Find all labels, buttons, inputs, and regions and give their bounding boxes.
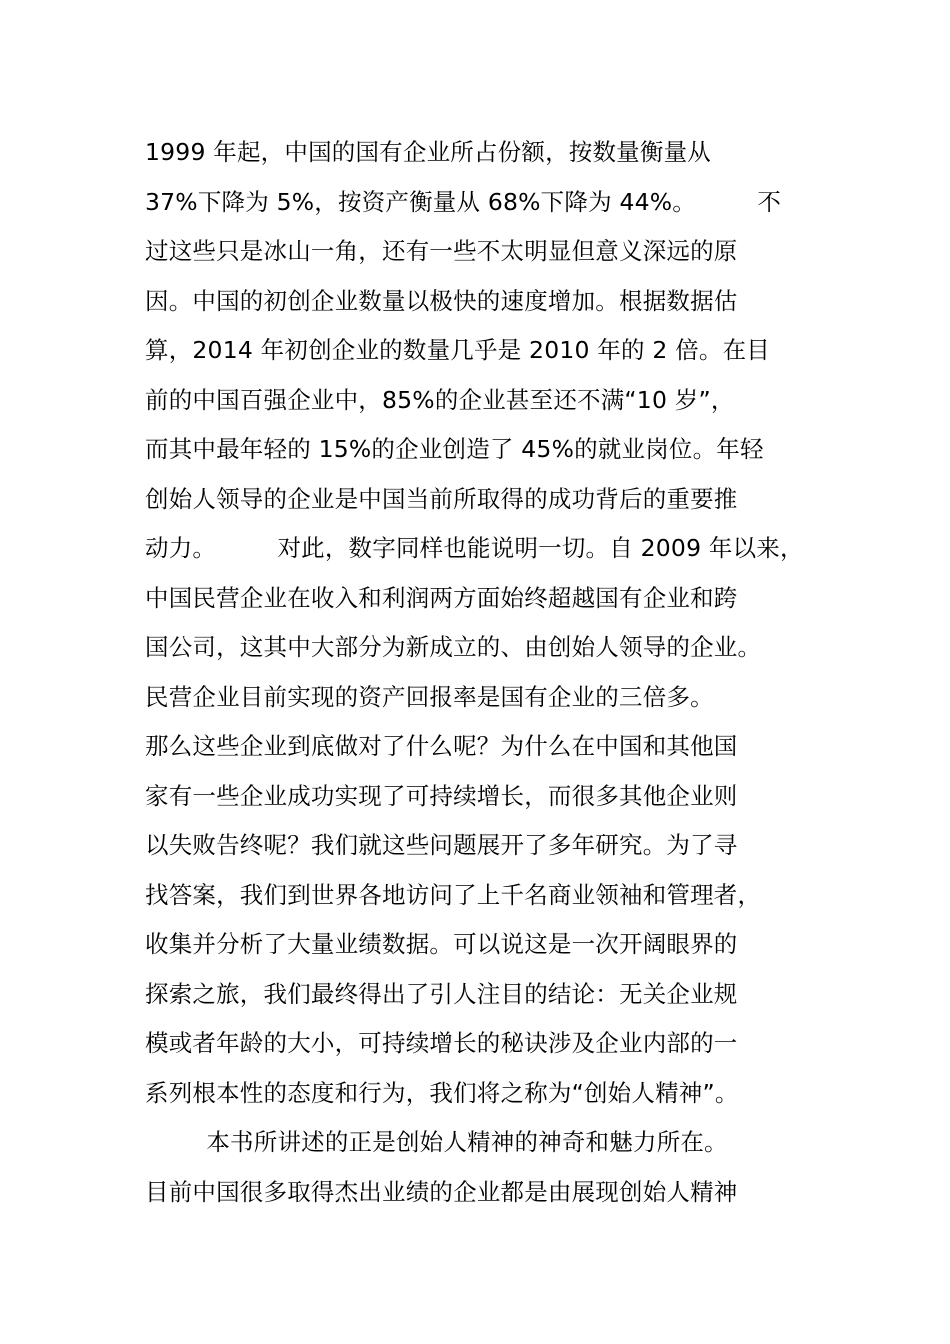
text-line: 目前中国很多取得杰出业绩的企业都是由展现创始人精神 (145, 1177, 738, 1206)
text-line: 1999 年起，中国的国有企业所占份额，按数量衡量从 (145, 138, 711, 166)
text-line: 那么这些企业到底做对了什么呢？为什么在中国和其他国 (145, 732, 738, 760)
text-line: 找答案，我们到世界各地访问了上千名商业领袖和管理者， (145, 880, 762, 909)
text-line: 创始人领导的企业是中国当前所取得的成功背后的重要推 (145, 484, 738, 513)
text-line: 民营企业目前实现的资产回报率是国有企业的三倍多。 (145, 682, 714, 711)
text-line: 探索之旅，我们最终得出了引人注目的结论：无关企业规 (145, 979, 738, 1008)
text-line: 系列根本性的态度和行为，我们将之称为“创始人精神”。 (145, 1078, 739, 1107)
text-line: 本书所讲述的正是创始人精神的神奇和魅力所在。 (145, 1128, 728, 1156)
text-line: 模或者年龄的大小，可持续增长的秘诀涉及企业内部的一 (145, 1029, 738, 1057)
text-line: 收集并分析了大量业绩数据。可以说这是一次开阔眼界的 (145, 930, 738, 958)
text-line: 前的中国百强企业中，85%的企业甚至还不满“10 岁”， (145, 385, 735, 414)
text-line: 37%下降为 5%，按资产衡量从 68%下降为 44%。 不 (145, 187, 782, 216)
text-line: 而其中最年轻的 15%的企业创造了 45%的就业岗位。年轻 (145, 435, 764, 463)
text-line: 算，2014 年初创企业的数量几乎是 2010 年的 2 倍。在目 (145, 336, 771, 364)
text-line: 家有一些企业成功实现了可持续增长，而很多其他企业则 (145, 781, 738, 810)
text-line: 以失败告终呢？我们就这些问题展开了多年研究。为了寻 (145, 831, 738, 859)
text-line: 中国民营企业在收入和利润两方面始终超越国有企业和跨 (145, 583, 738, 612)
text-line: 国公司，这其中大部分为新成立的、由创始人领导的企业。 (145, 633, 762, 661)
text-line: 动力。 对此，数字同样也能说明一切。自 2009 年以来， (145, 534, 804, 562)
body-text (145, 128, 825, 1217)
text-line: 过这些只是冰山一角，还有一些不太明显但意义深远的原 (145, 237, 738, 265)
text-line: 因。中国的初创企业数量以极快的速度增加。根据数据估 (145, 286, 738, 315)
